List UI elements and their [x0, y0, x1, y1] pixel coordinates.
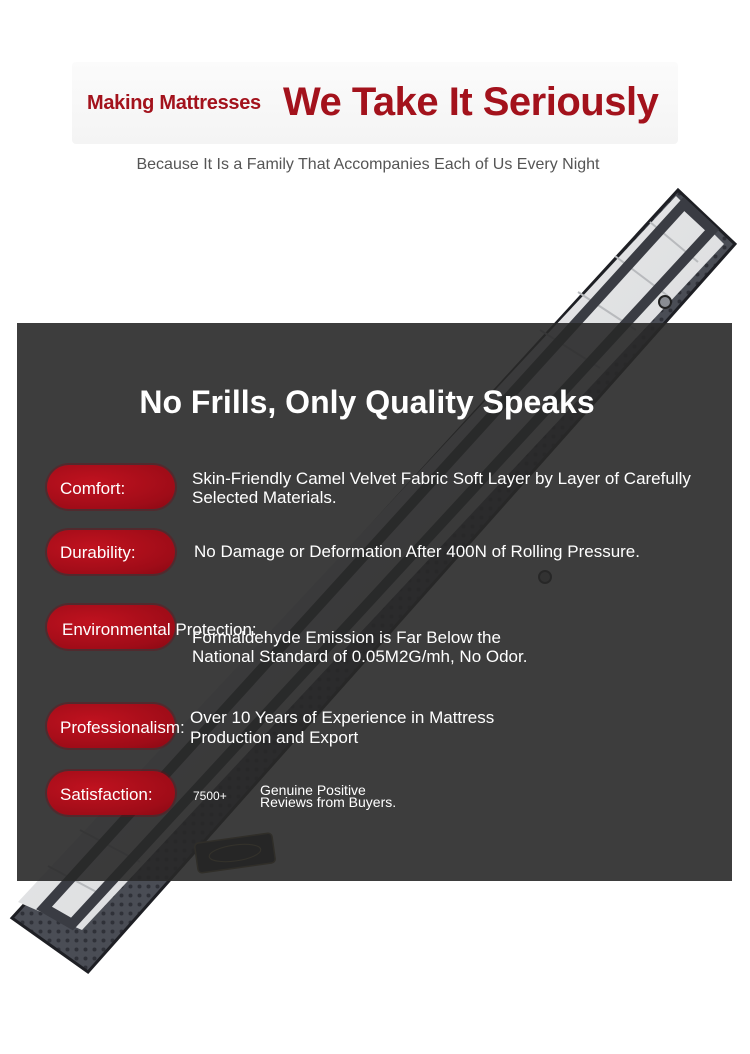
feature-desc-durability: No Damage or Deformation After 400N of Rolling Pressure. [194, 542, 640, 561]
title-big: We Take It Seriously [283, 80, 659, 124]
feature-desc-professionalism-line2: Production and Export [190, 728, 359, 747]
feature-label-satisfaction: Satisfaction: [60, 785, 153, 804]
feature-label-durability: Durability: [60, 543, 136, 562]
feature-desc-comfort-line2: Selected Materials. [192, 488, 337, 507]
feature-desc-comfort-line1: Skin-Friendly Camel Velvet Fabric Soft Layer by Layer of Carefully [192, 469, 691, 488]
feature-desc-satisfaction-line1: Genuine Positive [260, 782, 366, 798]
feature-desc-satisfaction-line2: Reviews from Buyers. [260, 794, 397, 810]
feature-label-comfort: Comfort: [60, 479, 126, 498]
feature-desc-environmental-line1: Formaldehyde Emission is Far Below the [192, 628, 501, 647]
feature-label-professionalism: Professionalism: [60, 718, 185, 737]
satisfaction-count: 7500+ [193, 789, 227, 803]
feature-desc-environmental-line2: National Standard of 0.05M2G/mh, No Odor. [192, 647, 528, 666]
feature-desc-professionalism-line1: Over 10 Years of Experience in Mattress [190, 708, 495, 727]
feature-label-environmental: Environmental Protection: [62, 620, 257, 639]
title-small: Making Mattresses [87, 92, 261, 114]
subtitle: Because It Is a Family That Accompanies Each of Us Every Night [136, 156, 600, 173]
panel-title: No Frills, Only Quality Speaks [139, 384, 595, 420]
